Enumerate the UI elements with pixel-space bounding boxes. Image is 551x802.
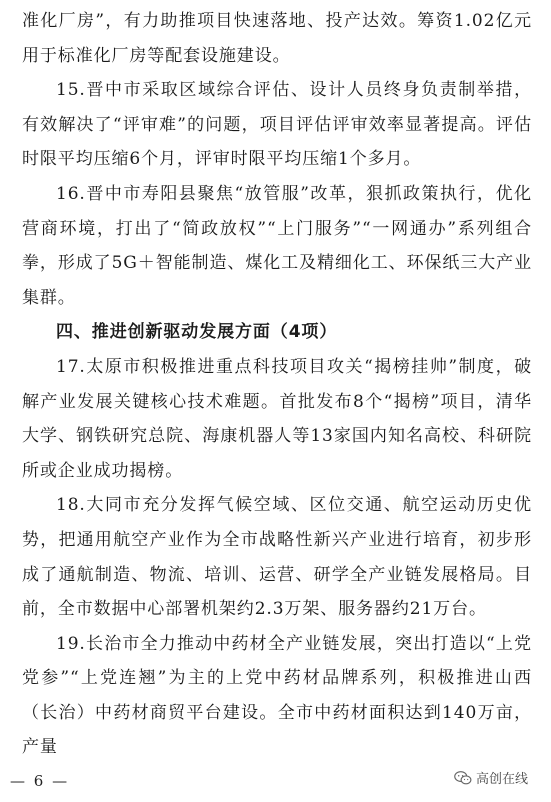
watermark-text: 高创在线	[476, 772, 529, 787]
page-number: — 6 —	[10, 772, 70, 790]
wechat-icon	[454, 770, 472, 786]
document-body	[22, 4, 532, 765]
section-heading: 四、推进创新驱动发展方面（4项）	[56, 322, 338, 343]
paragraph-item-19: 19.长治市全力推动中药材全产业链发展，突出打造以“上党党参”“上党连翘”为主的上党中药材品牌系列，积极推进山西（长治）中药材商贸平台建设。全市中药材面积达到140万亩，产量	[22, 633, 532, 758]
paragraph-item-15: 15.晋中市采取区域综合评估、设计人员终身负责制举措，有效解决了“评审难”的问题，项目评估评审效率显著提高。评估时限平均压缩6个月，评审时限平均压缩1个多月。	[22, 80, 532, 170]
paragraph-continuation: 准化厂房”，有力助推项目快速落地、投产达效。筹资1.02亿元用于标准化厂房等配套设施建设。	[22, 11, 532, 66]
paragraph-item-17: 17.太原市积极推进重点科技项目攻关“揭榜挂帅”制度，破解产业发展关键核心技术难题。首批发布8个“揭榜”项目，清华大学、钢铁研究总院、海康机器人等13家国内知名高校、科研院所或企业成功揭榜。	[22, 356, 532, 481]
paragraph-item-16: 16.晋中市寿阳县聚焦“放管服”改革，狠抓政策执行，优化营商环境，打出了“简政放权”“上门服务”“一网通办”系列组合拳，形成了5G＋智能制造、煤化工及精细化工、环保纸三大产业集群。	[22, 183, 532, 308]
paragraph-item-18: 18.大同市充分发挥气候空域、区位交通、航空运动历史优势，把通用航空产业作为全市战略性新兴产业进行培育，初步形成了通航制造、物流、培训、运营、研学全产业链发展格局。目前，全市数据中心部署机架约2.3万架、服务器约21万台。	[22, 495, 532, 620]
watermark	[454, 768, 528, 787]
